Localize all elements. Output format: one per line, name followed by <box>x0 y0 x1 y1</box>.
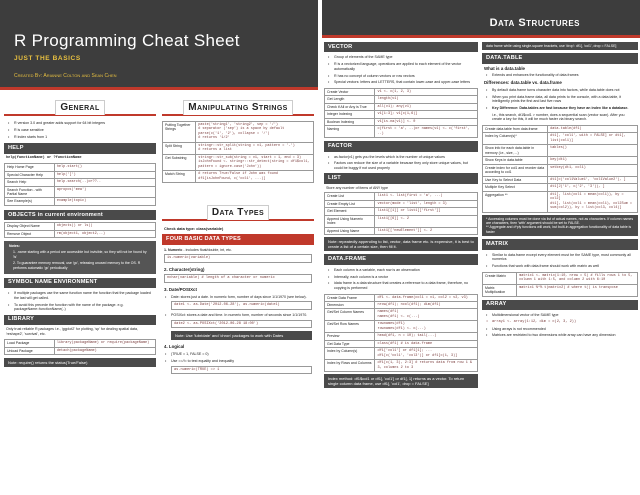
table-cell: c(first = 'a', ..)or names(v1) <- c('first', ..) <box>375 126 478 138</box>
numeric-item <box>164 248 312 263</box>
table-row <box>325 294 478 301</box>
dataframe-table <box>324 294 478 373</box>
table-cell: head(df1, n = 10); tail(...) <box>375 333 478 340</box>
table-cell: rm(object1, object2,..) <box>54 230 155 237</box>
datatypes-heading: Data Types <box>162 205 314 221</box>
symbol-heading: SYMBOL NAME ENVIRONMENT <box>4 278 156 288</box>
objects-table <box>4 222 156 238</box>
type-desc: - includes float/double, int, etc. <box>182 247 232 252</box>
table-cell: Dimension <box>325 302 375 309</box>
table-cell: dt1[, list(col1 = mean(col1)), by = col2] dt1[, list(col1 = mean(col1), col2Sum = sum(col2)), by = list(col3, col4)] <box>548 191 638 212</box>
table-row <box>325 348 478 360</box>
table-cell: Create Empty List <box>325 200 375 207</box>
table-row <box>5 186 156 198</box>
table-cell: df1[c(1, 3), 2:3] # returns data from row 1 & 3, columns 2 to 3 <box>375 360 478 372</box>
list-heading: LIST <box>324 173 478 183</box>
table-cell: df1 <- data.frame(col1 = v1, col2 = v2, v3) <box>375 294 478 301</box>
dataframe-bullets <box>327 268 475 291</box>
table-cell: Search Function - with Partial Name <box>5 186 55 198</box>
table-cell: Help Home Page <box>5 164 55 171</box>
table-row <box>325 111 478 118</box>
list-item: • R version 3.0 and greater adds support for 64 bit integers <box>7 121 153 126</box>
list-item: • Internally, each column is a vector <box>327 275 475 280</box>
table-cell: Special Character Help <box>5 171 55 178</box>
library-note: Note: require() returns the status(True/False) <box>4 358 156 367</box>
list-item: • Similar to data.frame except every element must be the SAME type, most commonly all numerics <box>485 253 635 262</box>
table-cell: Putting Together Strings <box>163 122 196 143</box>
table-cell: Create index for col1 and reorder data according to col1 <box>483 164 548 176</box>
general-heading: General <box>4 100 156 116</box>
table-cell: Display Object Name <box>5 223 55 230</box>
list-item: • idata frame is a data structure that creates a reference to a data frame, therefore, no copying is performed <box>327 281 475 290</box>
type-label: 3. Date/POSIXct <box>164 286 197 292</box>
page-subtitle: JUST THE BASICS <box>14 54 81 62</box>
table-cell: Load Package <box>5 340 55 347</box>
list-item: • array1 <- array(1:12, dim = c(2, 3, 2)) <box>485 320 635 325</box>
list-item: • Special vectors: letters and LETTERS, that contain lower-case and upper-case letters <box>327 80 475 85</box>
table-row <box>325 103 478 110</box>
library-heading: LIBRARY <box>4 315 156 325</box>
table-cell: key(dt1) <box>548 157 638 164</box>
table-cell: rownames(df1) rownames(df1) <- c(...) <box>375 321 478 333</box>
table-row <box>483 145 638 157</box>
table-cell: stringr::str_sub(string = v1, start = 1, end = 3) isJohnFound <- stringr::str_detect(string = df1$col1, pattern = ignore.case('John')) <box>196 154 314 170</box>
four-types-heading: FOUR BASIC DATA TYPES <box>162 234 314 244</box>
factor-bullets <box>327 155 475 171</box>
table-cell: Get Element <box>325 208 375 215</box>
table-cell: example(topic) <box>54 198 155 205</box>
table-cell: Split String <box>163 142 196 154</box>
table-cell: Index by Column(s)* <box>483 133 548 145</box>
table-cell: Boolean Indexing <box>325 118 375 125</box>
date-item <box>164 287 312 340</box>
table-cell: Naming <box>325 126 375 138</box>
strings-table <box>162 121 314 183</box>
list-note: Note: repeatedly appending to list, vector, data frame etc. is expensive, it is best to create a list of a certain size, then fill it. <box>324 237 478 251</box>
table-cell: dt1[c('col1Value1', 'col1Value2'), ] <box>548 176 638 183</box>
table-cell: list1[[1]] or list1[['first']] <box>375 208 478 215</box>
table-cell: Check if All or Any is True <box>325 103 375 110</box>
table-row <box>483 272 638 284</box>
notes-title: Notes: <box>9 244 20 249</box>
structures-heading: Data Structures <box>489 17 580 29</box>
table-row <box>5 171 156 178</box>
list-item: • as.factor(v1) gets you the levels which is the number of unique values <box>327 155 475 160</box>
table-cell: Append Using Name <box>325 227 375 234</box>
vector-bullets <box>327 55 475 85</box>
table-cell: setkey(dt1, col1) <box>548 164 638 176</box>
datatable-key-text: i.e., this search, dt1$col1 > number, does a sequential scan (vector scan). After you create a key for this, it will be much faster via binary search. <box>492 112 625 122</box>
dataframe-heading: DATA.FRAME <box>324 254 478 264</box>
list-item: • To avoid this precede the function with the name of the package. e.g. packageName::functionName(..) <box>7 303 153 312</box>
table-cell: Get Substring <box>163 154 196 170</box>
table-cell: Get Length <box>325 96 375 103</box>
table-row <box>325 227 478 234</box>
table-cell: all(v1); any(v1) <box>375 103 478 110</box>
list-item: • Use ==/!= to test equality and inequality <box>164 359 312 364</box>
table-cell: v1[1:3]; v1[c(1,6)] <box>375 111 478 118</box>
list-item: • R index starts from 1 <box>7 135 153 140</box>
table-row <box>325 208 478 215</box>
table-cell: Use Key to Select Data <box>483 176 548 183</box>
table-cell: length(v1) <box>375 96 478 103</box>
datatable-bullets-1 <box>485 73 635 78</box>
table-row <box>483 184 638 191</box>
datatable-note: * Accessing columns must be done via list of actual names, not as characters. If column names are characters, then 'with' argument should be set to FALSE. ** Aggregate and d*ply functions will work, but built-in aggregation functionality of data table is faster <box>482 215 638 237</box>
list-item: • If multiple packages use the same function name the function that the package loaded the last will get called. <box>7 291 153 300</box>
datatable-table <box>482 125 638 213</box>
title-block <box>0 0 318 90</box>
table-row <box>325 193 478 200</box>
list-item: • POSIXct: stores a date and time. In numeric form, number of seconds since 1/1/1970. <box>164 313 312 318</box>
table-row <box>325 126 478 138</box>
table-row <box>483 157 638 164</box>
table-row <box>483 125 638 132</box>
vector-table <box>324 88 478 138</box>
list-item: • R has no concept of column vectors or row vectors <box>327 74 475 79</box>
type-label: 2. Character(string) <box>164 266 205 272</box>
structures-column-right <box>482 42 638 492</box>
symbol-bullets <box>7 291 153 312</box>
table-cell: help('[') <box>54 171 155 178</box>
table-cell: list1 <- list(first = 'a', ...) <box>375 193 478 200</box>
library-intro: Only trust reliable R packages i.e., 'ggplot2' for plotting, 'sp' for dealing spatial data, 'reshape2', 'survival', etc. <box>6 327 138 336</box>
table-row <box>325 200 478 207</box>
table-cell: matrix1 <- matrix(1:10, nrow = 5) # fills rows 1 to 5, column 1 with 1:5, and column 2 with 6:10 <box>517 272 638 284</box>
table-cell: library(packageName) or require(packageName) <box>54 340 155 347</box>
list-item: 1. .name starting with a period are accessible but invisible, so they will not be found by 'ls' <box>13 250 147 260</box>
table-cell: df1['col1'] or df1[1]; ... df1[c('col1', 'col3')] or df1[c(1, 3)] <box>375 348 478 360</box>
list-intro: Store any number of items of ANY type <box>326 185 389 190</box>
list-item: • Each column is a variable, each row is an observation <box>327 268 475 273</box>
date-code-2: date2 <- as.POSIXct('2012-06-28 18:00') <box>171 320 312 329</box>
table-cell: help.start() <box>54 164 155 171</box>
table-cell: dt1[J('1', c('2', '3')), ] <box>548 184 638 191</box>
table-row <box>5 164 156 171</box>
table-cell: v1 <- c(1, 2, 3) <box>375 88 478 95</box>
structures-column-left <box>324 42 478 492</box>
table-row <box>5 223 156 230</box>
type-label: 1. Numeric <box>164 247 183 252</box>
type-label: 4. Logical <box>164 344 185 350</box>
table-row <box>325 88 478 95</box>
table-row <box>483 284 638 296</box>
table-row <box>483 164 638 176</box>
datatable-diff: Differences: data.table vs. data.frame <box>484 80 562 86</box>
matrix-heading: MATRIX <box>482 239 638 249</box>
table-cell: Matrix Multiplication <box>483 284 517 296</box>
table-cell: stringr::str_split(string = v1, pattern = '-') # returns a list <box>196 142 314 154</box>
table-cell: Get Data Type <box>325 340 375 347</box>
type-code: is.numeric(variable) <box>164 254 312 263</box>
table-cell: tables() <box>548 145 638 157</box>
help-heading: HELP <box>4 143 156 153</box>
table-cell: list1[['newElement']] <- 2 <box>375 227 478 234</box>
table-cell: Create data.table from data.frame <box>483 125 548 132</box>
date-code-1: date1 <- as.Date('2012-06-28'), as.numeric(date1) <box>171 301 312 310</box>
datatable-heading: DATA.TABLE <box>482 53 638 63</box>
table-row <box>325 340 478 347</box>
table-row <box>325 360 478 372</box>
table-cell: Create List <box>325 193 375 200</box>
factor-heading: FACTOR <box>324 141 478 151</box>
table-row <box>5 340 156 347</box>
table-row <box>325 215 478 227</box>
table-cell: Search Help <box>5 179 55 186</box>
help-table <box>4 163 156 206</box>
list-item: • (TRUE = 1, FALSE = 0) <box>164 352 312 357</box>
table-row <box>483 191 638 212</box>
table-cell: Unload Package <box>5 347 55 354</box>
table-row <box>483 133 638 145</box>
table-row <box>325 96 478 103</box>
table-cell: Create Matrix <box>483 272 517 284</box>
table-cell: apropos('mea') <box>54 186 155 198</box>
list-item: • Matrices are restricted to two dimensions while array can have any dimension <box>485 333 635 338</box>
table-cell: Remove Object <box>5 230 55 237</box>
table-cell: Integer Indexing <box>325 111 375 118</box>
list-table <box>324 192 478 235</box>
vector-heading: VECTOR <box>324 42 478 52</box>
table-cell: Create Vector <box>325 88 375 95</box>
table-cell: Index by Column(s) <box>325 348 375 360</box>
list-item: • By default data.frame turns character data into factors, while data.table does not <box>485 88 635 93</box>
strings-column <box>162 100 314 492</box>
strings-heading: Manipulating Strings <box>162 100 314 116</box>
credit-line: Created By: Arianne Colton and Sean Chen <box>14 73 117 80</box>
objects-notes <box>4 241 156 274</box>
structures-header <box>322 0 640 38</box>
logical-bullets <box>164 352 312 363</box>
table-row <box>325 321 478 333</box>
type-code: nchar(variable) # length of a character or numeric <box>164 274 312 283</box>
table-cell: class(df1) # is data.frame <box>375 340 478 347</box>
table-cell: data.table(df1) <box>548 125 638 132</box>
table-cell: Index by Rows and Columns <box>325 360 375 372</box>
table-cell: Append Using Numeric Index <box>325 215 375 227</box>
table-cell: Multiple Key Select <box>483 184 548 191</box>
table-cell: Get/Set Row Names <box>325 321 375 333</box>
table-cell: dt1[, 'col1', with = FALSE] or dt1[, list(col1)] <box>548 133 638 145</box>
list-item: • Factors can reduce the size of a variable because they only store unique values, but could be buggy if not used properly <box>327 161 475 170</box>
table-row <box>325 333 478 340</box>
date-bullets <box>164 295 312 300</box>
page-title: R Programming Cheat Sheet <box>14 31 240 50</box>
table-row <box>5 179 156 186</box>
list-item: • Multidimensional vector of the SAME type <box>485 313 635 318</box>
table-cell: Show info for each data.table in memory (i.e., size, ...) <box>483 145 548 157</box>
list-item: • When you print data.frame data, all data prints to the console, with a data.table, it intelligently prints the first and last five rows <box>485 95 635 104</box>
table-row <box>163 122 314 143</box>
help-syntax: help(functionName) or ?functionName <box>6 155 82 160</box>
table-cell: Preview <box>325 333 375 340</box>
list-item: • Key Difference: Data.tables are fast because they have an index like a database. <box>485 106 635 111</box>
table-cell: vector(mode = 'list', length = 3) <box>375 200 478 207</box>
table-row <box>163 154 314 170</box>
table-cell: Match String <box>163 171 196 183</box>
datatable-bullets-2 <box>485 88 635 111</box>
datatable-what: What is a data.table <box>484 65 525 71</box>
list-item: • R is a vectorized language, operations are applied to each element of the vector automatically <box>327 62 475 71</box>
table-cell: nrow(df1); ncol(df1); dim(df1) <box>375 302 478 309</box>
table-cell: help.search(..)or??.. <box>54 179 155 186</box>
matrix-bullets <box>485 253 635 269</box>
table-cell: See Example(s) <box>5 198 55 205</box>
table-cell: paste('string1', 'string2', sep = '/') # separator ('sep') is a space by default parse(c('1', '2'), collapse = '/') # returns '1/2' <box>196 122 314 143</box>
table-row <box>5 347 156 354</box>
library-table <box>4 339 156 355</box>
array-bullets <box>485 313 635 338</box>
table-cell: list1[[6]] <- 2 <box>375 215 478 227</box>
general-column <box>4 100 156 492</box>
table-row <box>5 230 156 237</box>
datatable-intro: data frame while using single-square brackets, use 'drop': df1[, 'col1', drop = FALSE] <box>482 42 638 50</box>
table-row <box>163 142 314 154</box>
table-cell: names(df1) names(df1) <- c(...) <box>375 309 478 321</box>
datatype-check: Check data type: class(variable) <box>164 226 224 232</box>
table-cell: Create Data Frame <box>325 294 375 301</box>
dataframe-note: Index method: df1$col1 or df1[, 'col1'] or df1[, 1] returns as a vector. To return single column data frame, use df1[, 'col1', drop = FALSE] <box>324 374 478 388</box>
table-row <box>325 309 478 321</box>
table-cell: Aggregation ** <box>483 191 548 212</box>
table-cell: detach(packageName) <box>54 347 155 354</box>
list-item: • Extends and enhances the functionality of data.frames <box>485 73 635 78</box>
logical-item <box>164 344 312 374</box>
date-note: Note: Use 'lubridate' and 'chron' packages to work with Dates <box>171 331 312 340</box>
list-item: • Functions that work with data.frame should work with matrix as well <box>485 264 635 269</box>
table-cell: objects() or ls() <box>54 223 155 230</box>
array-heading: ARRAY <box>482 300 638 310</box>
objects-heading: OBJECTS in current environment <box>4 210 156 220</box>
matrix-table <box>482 272 638 297</box>
list-item: • Using arrays is not recommended <box>485 327 635 332</box>
table-row <box>5 198 156 205</box>
logical-code: as.numeric(TRUE) => 1 <box>171 366 312 375</box>
general-bullets <box>7 121 153 139</box>
list-item: • Group of elements of the SAME type <box>327 55 475 60</box>
table-row <box>483 176 638 183</box>
table-cell: v1[is.na(v1)] <- 0 <box>375 118 478 125</box>
table-cell: matrix1 %*% t(matrix2) # where t() is transpose <box>517 284 638 296</box>
list-item: • R is case sensitive <box>7 128 153 133</box>
table-row <box>325 118 478 125</box>
list-item: 2. To guarantee memory removal, use 'gc', releasing unused memory to the OS. R performs automatic 'gc' periodically <box>13 261 141 271</box>
character-item <box>164 267 312 283</box>
date-bullets-2 <box>164 313 312 318</box>
table-row <box>325 302 478 309</box>
table-cell: Show Keys in data.table <box>483 157 548 164</box>
table-row <box>163 171 314 183</box>
table-cell: # returns True/False if John was found df1[isJohnFound, c('col1', ...)] <box>196 171 314 183</box>
table-cell: Get/Set Column Names <box>325 309 375 321</box>
list-item: • Date: stores just a date. In numeric form, number of days since 1/1/1970 (see below). <box>164 295 312 300</box>
